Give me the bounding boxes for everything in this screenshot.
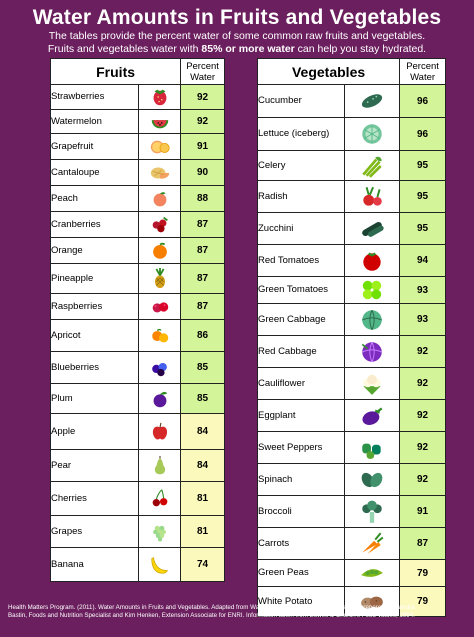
vegetable-image-cell	[344, 304, 400, 336]
vegetable-percent-water: 94	[400, 245, 446, 277]
fruit-name: Cranberries	[51, 212, 139, 238]
fruit-percent-water: 92	[181, 85, 225, 110]
fruit-name: Blueberries	[51, 352, 139, 384]
fruit-percent-water: 87	[181, 212, 225, 238]
celery-icon	[359, 153, 385, 179]
cucumber-icon	[359, 88, 385, 114]
subtitle-line2-pre: Fruits and vegetables water with	[47, 43, 202, 55]
vegetable-name: Red Cabbage	[258, 336, 345, 368]
fruit-image-cell	[139, 264, 181, 294]
subtitle-line1: The tables provide the percent water of some common raw fruits and vegetables.	[48, 30, 426, 42]
vegetables-table-body	[258, 85, 446, 617]
fruit-row	[51, 516, 225, 548]
peach-icon	[149, 188, 171, 210]
fruit-row	[51, 414, 225, 450]
vegetable-name: Radish	[258, 181, 345, 213]
radish-icon	[359, 184, 385, 210]
vegetable-row	[258, 400, 446, 432]
pineapple-icon	[149, 268, 171, 290]
orange-icon	[149, 240, 171, 262]
green-cabbage-icon	[359, 307, 385, 333]
footer-citation	[8, 604, 468, 620]
vegetable-row	[258, 560, 446, 587]
zucchini-icon	[359, 216, 385, 242]
subtitle-line2	[0, 43, 474, 56]
vegetable-row	[258, 245, 446, 277]
fruit-percent-water: 87	[181, 294, 225, 320]
grapefruit-icon	[149, 136, 171, 158]
fruit-image-cell	[139, 85, 181, 110]
fruit-name: Peach	[51, 186, 139, 212]
fruit-image-cell	[139, 110, 181, 134]
broccoli-icon	[359, 499, 385, 525]
vegetable-image-cell	[344, 336, 400, 368]
footer-line2: Bastin, Foods and Nutrition Specialist and Kim Henken, Extension Associate for ENRI. Information taken from Bowes & Church's Food Values, 1994.	[8, 612, 415, 619]
fruit-name: Plum	[51, 384, 139, 414]
vegetable-image-cell	[344, 528, 400, 560]
vegetable-row	[258, 336, 446, 368]
fruit-percent-water: 90	[181, 160, 225, 186]
vegetables-percent-header-line1: Percent	[406, 60, 439, 72]
red-cabbage-icon	[359, 339, 385, 365]
cantaloupe-icon	[149, 162, 171, 184]
fruit-row	[51, 352, 225, 384]
vegetable-name: Green Peas	[258, 560, 345, 587]
fruit-image-cell	[139, 186, 181, 212]
vegetable-name: Cauliflower	[258, 368, 345, 400]
fruit-row	[51, 110, 225, 134]
vegetable-name: Spinach	[258, 464, 345, 496]
fruits-percent-header	[181, 59, 225, 85]
vegetable-percent-water: 92	[400, 336, 446, 368]
subtitle	[0, 30, 474, 56]
vegetable-name: Carrots	[258, 528, 345, 560]
vegetable-name: White Potato	[258, 587, 345, 617]
vegetable-image-cell	[344, 432, 400, 464]
vegetable-percent-water: 95	[400, 181, 446, 213]
fruit-image-cell	[139, 450, 181, 482]
vegetable-name: Eggplant	[258, 400, 345, 432]
vegetable-image-cell	[344, 245, 400, 277]
vegetable-image-cell	[344, 213, 400, 245]
vegetable-percent-water: 91	[400, 496, 446, 528]
fruit-name: Grapes	[51, 516, 139, 548]
fruit-percent-water: 85	[181, 352, 225, 384]
fruit-name: Strawberries	[51, 85, 139, 110]
vegetable-row	[258, 432, 446, 464]
fruit-image-cell	[139, 482, 181, 516]
vegetable-image-cell	[344, 464, 400, 496]
vegetables-percent-header	[400, 59, 446, 85]
fruit-name: Grapefruit	[51, 134, 139, 160]
fruit-percent-water: 87	[181, 264, 225, 294]
sweet-peppers-icon	[359, 435, 385, 461]
blueberries-icon	[149, 357, 171, 379]
apricot-icon	[149, 325, 171, 347]
fruit-row	[51, 238, 225, 264]
fruit-image-cell	[139, 384, 181, 414]
fruit-name: Cherries	[51, 482, 139, 516]
fruit-row	[51, 212, 225, 238]
fruits-percent-header-line2: Water	[190, 71, 216, 83]
fruits-percent-header-line1: Percent	[186, 60, 219, 72]
fruit-image-cell	[139, 134, 181, 160]
fruit-name: Apricot	[51, 320, 139, 352]
fruit-name: Pear	[51, 450, 139, 482]
plum-icon	[149, 388, 171, 410]
fruit-image-cell	[139, 212, 181, 238]
fruits-table	[50, 58, 225, 582]
fruit-row	[51, 450, 225, 482]
strawberry-icon	[149, 86, 171, 108]
fruits-header: Fruits	[51, 59, 181, 85]
fruit-row	[51, 85, 225, 110]
vegetable-name: Broccoli	[258, 496, 345, 528]
vegetable-row	[258, 213, 446, 245]
vegetables-percent-header-line2: Water	[410, 71, 436, 83]
vegetable-image-cell	[344, 496, 400, 528]
fruit-row	[51, 548, 225, 582]
lettuce-icon	[359, 121, 385, 147]
cherries-icon	[149, 488, 171, 510]
green-tomatoes-icon	[359, 277, 385, 303]
vegetable-percent-water: 92	[400, 368, 446, 400]
fruit-percent-water: 85	[181, 384, 225, 414]
vegetable-row	[258, 496, 446, 528]
apple-icon	[149, 421, 171, 443]
vegetable-percent-water: 93	[400, 304, 446, 336]
cranberries-icon	[149, 214, 171, 236]
vegetable-percent-water: 95	[400, 213, 446, 245]
vegetable-image-cell	[344, 85, 400, 118]
vegetable-row	[258, 368, 446, 400]
fruit-name: Raspberries	[51, 294, 139, 320]
vegetable-name: Zucchini	[258, 213, 345, 245]
fruit-image-cell	[139, 352, 181, 384]
vegetable-name: Red Tomatoes	[258, 245, 345, 277]
cauliflower-icon	[359, 371, 385, 397]
vegetable-row	[258, 118, 446, 151]
eggplant-icon	[359, 403, 385, 429]
fruit-image-cell	[139, 294, 181, 320]
vegetable-image-cell	[344, 277, 400, 304]
fruit-name: Pineapple	[51, 264, 139, 294]
vegetable-percent-water: 87	[400, 528, 446, 560]
fruit-image-cell	[139, 160, 181, 186]
vegetable-percent-water: 79	[400, 560, 446, 587]
fruit-image-cell	[139, 238, 181, 264]
fruit-row	[51, 186, 225, 212]
vegetable-row	[258, 181, 446, 213]
vegetable-image-cell	[344, 560, 400, 587]
fruit-name: Apple	[51, 414, 139, 450]
vegetable-percent-water: 92	[400, 400, 446, 432]
vegetable-image-cell	[344, 368, 400, 400]
vegetable-name: Lettuce (iceberg)	[258, 118, 345, 151]
vegetable-percent-water: 79	[400, 587, 446, 617]
footer-line1: Health Matters Program. (2011). Water Amounts in Fruits and Vegetables. Adapted from Water Content of Fruits and Vegetables prepared by Sandra	[8, 604, 415, 611]
fruit-percent-water: 92	[181, 110, 225, 134]
subtitle-line2-post: can help you stay hydrated.	[294, 43, 427, 55]
vegetable-percent-water: 96	[400, 118, 446, 151]
vegetable-row	[258, 85, 446, 118]
grapes-icon	[149, 521, 171, 543]
vegetable-row	[258, 304, 446, 336]
subtitle-line2-bold: 85% or more water	[201, 43, 295, 55]
fruit-row	[51, 384, 225, 414]
spinach-icon	[359, 467, 385, 493]
vegetable-percent-water: 92	[400, 464, 446, 496]
vegetable-name: Celery	[258, 151, 345, 181]
vegetable-row	[258, 277, 446, 304]
vegetable-row	[258, 464, 446, 496]
fruit-percent-water: 74	[181, 548, 225, 582]
fruit-percent-water: 81	[181, 482, 225, 516]
vegetable-row	[258, 151, 446, 181]
fruit-row	[51, 482, 225, 516]
tomato-icon	[359, 248, 385, 274]
fruit-image-cell	[139, 516, 181, 548]
fruit-name: Cantaloupe	[51, 160, 139, 186]
vegetable-image-cell	[344, 181, 400, 213]
fruit-row	[51, 160, 225, 186]
pear-icon	[149, 455, 171, 477]
carrots-icon	[359, 531, 385, 557]
banana-icon	[149, 554, 171, 576]
vegetable-percent-water: 93	[400, 277, 446, 304]
fruit-row	[51, 294, 225, 320]
fruit-percent-water: 88	[181, 186, 225, 212]
fruit-row	[51, 264, 225, 294]
fruit-row	[51, 134, 225, 160]
vegetable-name: Green Cabbage	[258, 304, 345, 336]
vegetable-percent-water: 95	[400, 151, 446, 181]
fruit-percent-water: 87	[181, 238, 225, 264]
vegetable-name: Cucumber	[258, 85, 345, 118]
vegetables-table	[257, 58, 446, 617]
vegetable-name: Green Tomatoes	[258, 277, 345, 304]
fruit-percent-water: 86	[181, 320, 225, 352]
vegetables-header: Vegetables	[258, 59, 400, 85]
fruit-row	[51, 320, 225, 352]
green-peas-icon	[359, 560, 385, 586]
raspberries-icon	[149, 296, 171, 318]
fruit-image-cell	[139, 320, 181, 352]
vegetable-percent-water: 92	[400, 432, 446, 464]
vegetable-image-cell	[344, 400, 400, 432]
vegetable-percent-water: 96	[400, 85, 446, 118]
fruits-table-body	[51, 85, 225, 582]
fruit-name: Orange	[51, 238, 139, 264]
vegetable-image-cell	[344, 118, 400, 151]
fruit-percent-water: 84	[181, 450, 225, 482]
fruit-image-cell	[139, 414, 181, 450]
fruit-image-cell	[139, 548, 181, 582]
fruit-percent-water: 91	[181, 134, 225, 160]
page-title: Water Amounts in Fruits and Vegetables	[32, 6, 442, 29]
vegetable-row	[258, 528, 446, 560]
fruit-name: Banana	[51, 548, 139, 582]
vegetable-image-cell	[344, 151, 400, 181]
watermelon-icon	[149, 111, 171, 133]
vegetable-name: Sweet Peppers	[258, 432, 345, 464]
fruit-name: Watermelon	[51, 110, 139, 134]
fruit-percent-water: 84	[181, 414, 225, 450]
fruit-percent-water: 81	[181, 516, 225, 548]
